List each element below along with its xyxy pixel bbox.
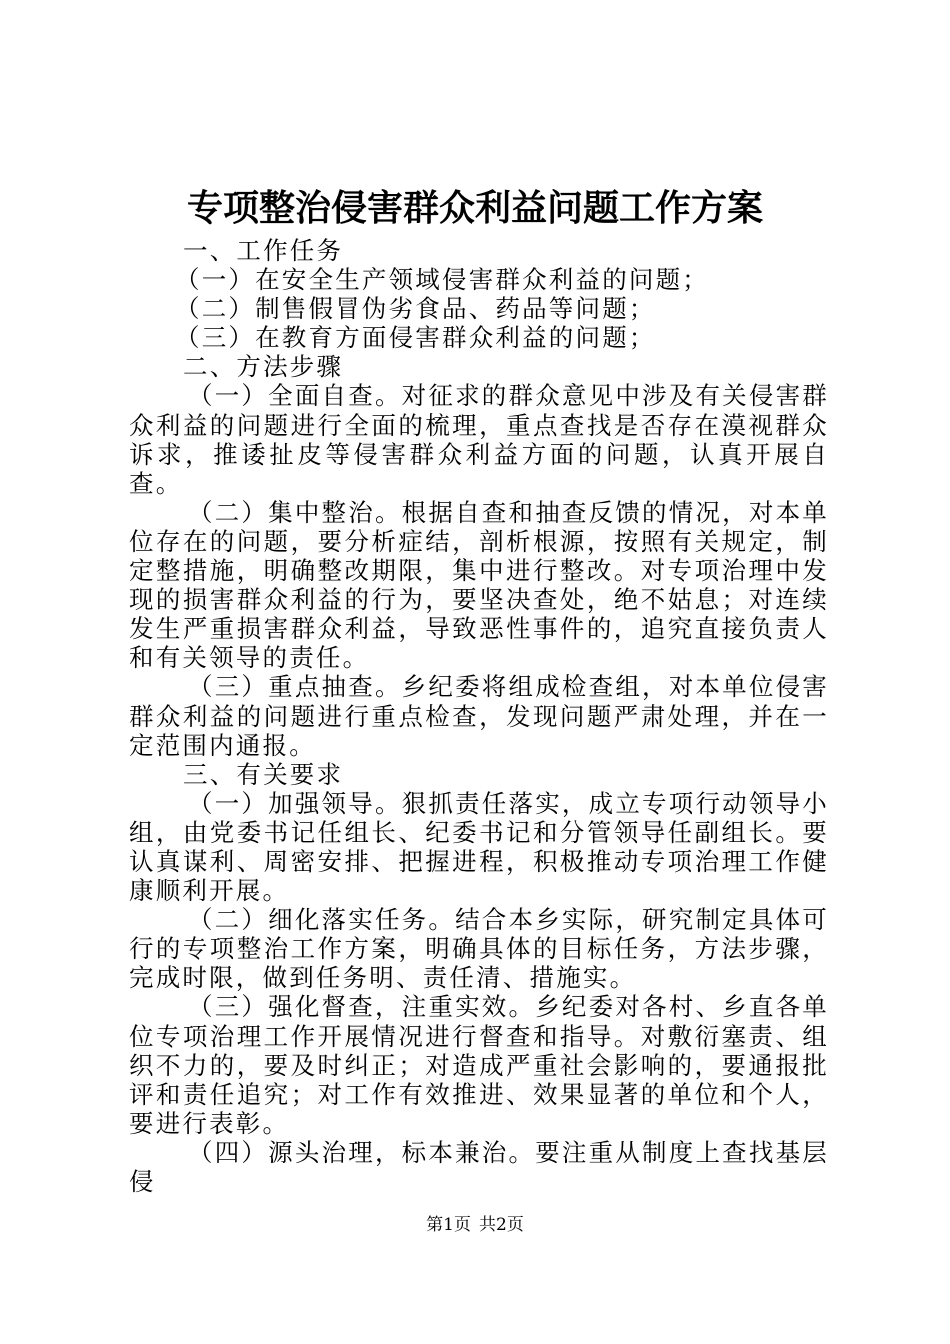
task-item-1: （一）在安全生产领域侵害群众利益的问题；: [175, 265, 709, 295]
requirement-paragraph-3: （三）强化督查，注重实效。乡纪委对各村、乡直各单位专项治理工作开展情况进行督查和指导。对敷衍塞责、组织不力的，要及时纠正；对造成严重社会影响的，要通报批评和责任追究；对工作有效推进、效果显著的单位和个人，要进行表彰。: [129, 992, 829, 1138]
page-number: 第1页: [426, 1215, 471, 1235]
section-heading-tasks: 一、工作任务: [183, 236, 344, 265]
requirement-paragraph-4: （四）源头治理，标本兼治。要注重从制度上查找基层侵: [129, 1137, 829, 1196]
requirement-paragraph-2: （二）细化落实任务。结合本乡实际，研究制定具体可行的专项整治工作方案，明确具体的目标任务，方法步骤，完成时限，做到任务明、责任清、措施实。: [129, 905, 829, 993]
section-heading-requirements: 三、有关要求: [183, 759, 344, 789]
section-heading-methods: 二、方法步骤: [183, 352, 344, 382]
task-item-3: （三）在教育方面侵害群众利益的问题；: [175, 323, 656, 353]
method-paragraph-1: （一）全面自查。对征求的群众意见中涉及有关侵害群众利益的问题进行全面的梳理，重点查找是否存在漠视群众诉求，推诿扯皮等侵害群众利益方面的问题，认真开展自查。: [129, 381, 829, 498]
requirement-paragraph-1: （一）加强领导。狠抓责任落实，成立专项行动领导小组，由党委书记任组长、纪委书记和分管领导任副组长。要认真谋利、周密安排、把握进程，积极推动专项治理工作健康顺利开展。: [129, 788, 829, 906]
page-total: 共2页: [479, 1215, 524, 1235]
task-item-2: （二）制售假冒伪劣食品、药品等问题；: [175, 294, 656, 324]
method-paragraph-2: （二）集中整治。根据自查和抽查反馈的情况，对本单位存在的问题，要分析症结，剖析根源，按照有关规定，制定整措施，明确整改期限，集中进行整改。对专项治理中发现的损害群众利益的行为，要坚决查处，绝不姑息；对连续发生严重损害群众利益，导致恶性事件的，追究直接负责人和有关领导的责任。: [129, 497, 829, 673]
document-title: 专项整治侵害群众利益问题工作方案: [186, 187, 763, 229]
page-footer: [0, 1213, 950, 1237]
document-body: [129, 236, 829, 1196]
method-paragraph-3: （三）重点抽查。乡纪委将组成检查组，对本单位侵害群众利益的问题进行重点检查，发现问题严肃处理，并在一定范围内通报。: [129, 672, 829, 760]
